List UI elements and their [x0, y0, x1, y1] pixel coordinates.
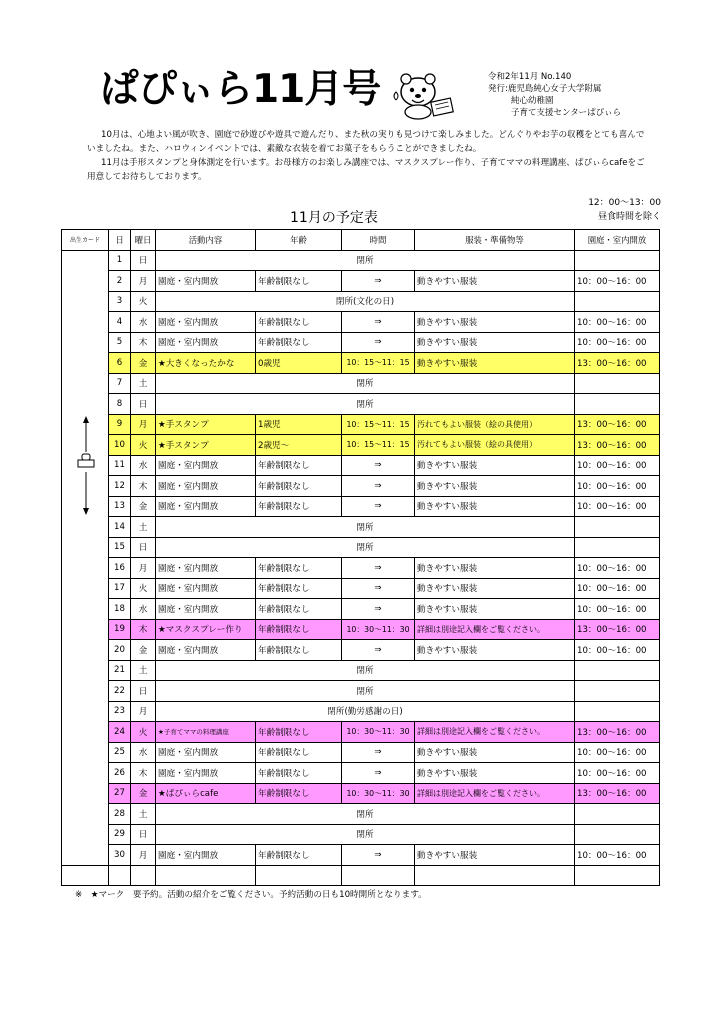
open-hours-cell — [575, 537, 660, 558]
stamp-period-arrow-icon — [72, 416, 100, 516]
age-cell: 年齢制限なし — [256, 640, 342, 661]
birth-card-cell — [62, 845, 109, 866]
weekday-cell: 水 — [131, 312, 156, 333]
closed-cell: 閉所 — [156, 517, 575, 538]
schedule-table — [61, 229, 660, 886]
birth-card-cell — [62, 804, 109, 825]
column-header: 時間 — [342, 230, 415, 251]
closed-cell: 閉所(勤労感謝の日) — [156, 701, 575, 722]
open-hours-cell: 10：00～16：00 — [575, 845, 660, 866]
time-cell: 10：30～11：30 — [342, 619, 415, 640]
table-row — [62, 517, 660, 538]
empty-cell — [131, 865, 156, 886]
open-hours-cell: 10：00～16：00 — [575, 496, 660, 517]
open-hours-cell — [575, 250, 660, 271]
table-row — [62, 742, 660, 763]
time-cell: 10：15～11：15 — [342, 435, 415, 456]
activity-cell: 園庭・室内開放 — [156, 271, 256, 292]
activity-cell: 園庭・室内開放 — [156, 763, 256, 784]
clothing-cell: 詳細は別途記入欄をご覧ください。 — [415, 783, 575, 804]
table-row — [62, 681, 660, 702]
weekday-cell: 月 — [131, 558, 156, 579]
open-hours-cell — [575, 701, 660, 722]
birth-card-cell — [62, 763, 109, 784]
time-cell: ⇒ — [342, 845, 415, 866]
day-cell: 29 — [109, 824, 131, 845]
activity-cell: 園庭・室内開放 — [156, 599, 256, 620]
birth-card-cell — [62, 373, 109, 394]
column-header: 服装・準備物等 — [415, 230, 575, 251]
birth-card-cell — [62, 783, 109, 804]
open-hours-cell — [575, 660, 660, 681]
clothing-cell: 動きやすい服装 — [415, 476, 575, 497]
birth-card-cell — [62, 824, 109, 845]
time-cell: ⇒ — [342, 578, 415, 599]
open-hours-cell — [575, 804, 660, 825]
day-cell: 14 — [109, 517, 131, 538]
empty-row — [62, 865, 660, 886]
age-cell: 1歳児 — [256, 414, 342, 435]
birth-card-cell — [62, 660, 109, 681]
table-row — [62, 373, 660, 394]
day-cell: 11 — [109, 455, 131, 476]
activity-cell: ★マスクスプレー作り — [156, 619, 256, 640]
clothing-cell: 詳細は別途記入欄をご覧ください。 — [415, 619, 575, 640]
day-cell: 1 — [109, 250, 131, 271]
publisher-info — [488, 71, 621, 119]
column-header: 園庭・室内開放 — [575, 230, 660, 251]
weekday-cell: 木 — [131, 476, 156, 497]
time-cell: ⇒ — [342, 742, 415, 763]
day-cell: 8 — [109, 394, 131, 415]
open-hours-cell: 10：00～16：00 — [575, 640, 660, 661]
day-cell: 17 — [109, 578, 131, 599]
empty-cell — [256, 865, 342, 886]
intro-paragraph: 11月は手形スタンプと身体測定を行います。お母様方のお楽しみ講座では、マスクスプレー作り、子育てママの料理講座、ぱぴぃらcafeをご用意してお待ちしております。 — [87, 158, 645, 182]
age-cell: 年齢制限なし — [256, 619, 342, 640]
activity-cell: ★ぱぴぃらcafe — [156, 783, 256, 804]
weekday-cell: 火 — [131, 578, 156, 599]
clothing-cell: 動きやすい服装 — [415, 578, 575, 599]
day-cell: 24 — [109, 722, 131, 743]
weekday-cell: 金 — [131, 353, 156, 374]
birth-card-cell — [62, 558, 109, 579]
age-cell: 年齢制限なし — [256, 496, 342, 517]
time-cell: ⇒ — [342, 455, 415, 476]
day-cell: 27 — [109, 783, 131, 804]
day-cell: 25 — [109, 742, 131, 763]
publisher-line: 子育て支援センターぱぴぃら — [511, 108, 622, 118]
day-cell: 3 — [109, 291, 131, 312]
birth-card-cell — [62, 742, 109, 763]
clothing-cell: 詳細は別途記入欄をご覧ください。 — [415, 722, 575, 743]
table-row — [62, 250, 660, 271]
day-cell: 16 — [109, 558, 131, 579]
clothing-cell: 汚れてもよい服装（絵の具使用） — [415, 414, 575, 435]
time-cell: ⇒ — [342, 558, 415, 579]
age-cell: 年齢制限なし — [256, 312, 342, 333]
clothing-cell: 動きやすい服装 — [415, 742, 575, 763]
empty-cell — [156, 865, 256, 886]
closed-cell: 閉所 — [156, 660, 575, 681]
birth-card-cell — [62, 701, 109, 722]
weekday-cell: 月 — [131, 414, 156, 435]
age-cell: 2歳児～ — [256, 435, 342, 456]
table-row — [62, 763, 660, 784]
intro-text — [87, 128, 647, 184]
open-hours-cell: 10：00～16：00 — [575, 332, 660, 353]
lunch-note — [577, 196, 661, 224]
weekday-cell: 金 — [131, 496, 156, 517]
table-row — [62, 332, 660, 353]
clothing-cell: 動きやすい服装 — [415, 845, 575, 866]
open-hours-cell: 13：00～16：00 — [575, 783, 660, 804]
day-cell: 9 — [109, 414, 131, 435]
clothing-cell: 動きやすい服装 — [415, 496, 575, 517]
age-cell: 年齢制限なし — [256, 742, 342, 763]
table-row — [62, 722, 660, 743]
open-hours-cell: 10：00～16：00 — [575, 312, 660, 333]
day-cell: 20 — [109, 640, 131, 661]
table-row — [62, 660, 660, 681]
time-cell: 10：15～11：15 — [342, 353, 415, 374]
table-header-row — [62, 230, 660, 251]
open-hours-cell: 13：00～16：00 — [575, 619, 660, 640]
table-row — [62, 537, 660, 558]
birth-card-cell — [62, 681, 109, 702]
weekday-cell: 日 — [131, 681, 156, 702]
table-row — [62, 845, 660, 866]
day-cell: 19 — [109, 619, 131, 640]
empty-cell — [415, 865, 575, 886]
weekday-cell: 金 — [131, 783, 156, 804]
day-cell: 12 — [109, 476, 131, 497]
day-cell: 4 — [109, 312, 131, 333]
activity-cell: 園庭・室内開放 — [156, 332, 256, 353]
activity-cell: 園庭・室内開放 — [156, 640, 256, 661]
age-cell: 年齢制限なし — [256, 783, 342, 804]
open-hours-cell: 10：00～16：00 — [575, 763, 660, 784]
closed-cell: 閉所 — [156, 373, 575, 394]
weekday-cell: 水 — [131, 599, 156, 620]
open-hours-cell: 10：00～16：00 — [575, 455, 660, 476]
birth-card-cell — [62, 353, 109, 374]
day-cell: 30 — [109, 845, 131, 866]
closed-cell: 閉所 — [156, 804, 575, 825]
weekday-cell: 水 — [131, 742, 156, 763]
age-cell: 年齢制限なし — [256, 558, 342, 579]
closed-cell: 閉所 — [156, 681, 575, 702]
column-header: 活動内容 — [156, 230, 256, 251]
empty-cell — [342, 865, 415, 886]
age-cell: 年齢制限なし — [256, 599, 342, 620]
table-row — [62, 640, 660, 661]
open-hours-cell: 13：00～16：00 — [575, 353, 660, 374]
weekday-cell: 日 — [131, 394, 156, 415]
empty-cell — [62, 865, 109, 886]
birth-card-cell — [62, 517, 109, 538]
day-cell: 10 — [109, 435, 131, 456]
column-header: 出生カード — [62, 230, 109, 251]
open-hours-cell: 13：00～16：00 — [575, 722, 660, 743]
day-cell: 13 — [109, 496, 131, 517]
day-cell: 21 — [109, 660, 131, 681]
column-header: 曜日 — [131, 230, 156, 251]
weekday-cell: 日 — [131, 250, 156, 271]
open-hours-cell: 10：00～16：00 — [575, 599, 660, 620]
activity-cell: ★大きくなったかな — [156, 353, 256, 374]
footnote: ※ ★マーク 要予約。活動の紹介をご覧ください。予約活動の日も10時開所となります。 — [75, 890, 427, 900]
time-cell: 10：15～11：15 — [342, 414, 415, 435]
birth-card-cell — [62, 722, 109, 743]
publisher-line: 発行:鹿児島純心女子大学附属 — [488, 84, 602, 94]
birth-card-cell — [62, 312, 109, 333]
age-cell: 年齢制限なし — [256, 476, 342, 497]
time-cell: ⇒ — [342, 640, 415, 661]
weekday-cell: 金 — [131, 640, 156, 661]
activity-cell: 園庭・室内開放 — [156, 312, 256, 333]
birth-card-cell — [62, 394, 109, 415]
time-cell: ⇒ — [342, 496, 415, 517]
issue-date: 令和2年11月 No.140 — [488, 72, 572, 82]
column-header: 年齢 — [256, 230, 342, 251]
closed-cell: 閉所 — [156, 824, 575, 845]
day-cell: 28 — [109, 804, 131, 825]
intro-paragraph: 10月は、心地よい風が吹き、園庭で砂遊びや遊具で遊んだり、また秋の実りも見つけて楽しみました。どんぐりやお芋の収穫をとても喜んでいましたね。また、ハロウィンイベントでは、素敵な衣装を着てお菓子をもらうことができましたね。 — [87, 130, 645, 154]
weekday-cell: 火 — [131, 722, 156, 743]
age-cell: 年齢制限なし — [256, 722, 342, 743]
time-cell: ⇒ — [342, 599, 415, 620]
weekday-cell: 土 — [131, 804, 156, 825]
weekday-cell: 日 — [131, 824, 156, 845]
lunch-time: 12：00～13：00 — [588, 198, 661, 208]
clothing-cell: 動きやすい服装 — [415, 455, 575, 476]
weekday-cell: 火 — [131, 291, 156, 312]
weekday-cell: 月 — [131, 701, 156, 722]
clothing-cell: 動きやすい服装 — [415, 599, 575, 620]
clothing-cell: 動きやすい服装 — [415, 763, 575, 784]
table-row — [62, 824, 660, 845]
age-cell: 年齢制限なし — [256, 455, 342, 476]
table-row — [62, 271, 660, 292]
age-cell: 年齢制限なし — [256, 578, 342, 599]
table-row — [62, 804, 660, 825]
activity-cell: ★手スタンプ — [156, 435, 256, 456]
clothing-cell: 動きやすい服装 — [415, 312, 575, 333]
birth-card-cell — [62, 250, 109, 271]
weekday-cell: 木 — [131, 332, 156, 353]
table-row — [62, 455, 660, 476]
time-cell: ⇒ — [342, 763, 415, 784]
activity-cell: ★子育てママの料理講座 — [156, 722, 256, 743]
birth-card-cell — [62, 599, 109, 620]
weekday-cell: 火 — [131, 435, 156, 456]
table-row — [62, 312, 660, 333]
mascot-illustration-icon — [388, 70, 458, 120]
activity-cell: 園庭・室内開放 — [156, 578, 256, 599]
open-hours-cell: 10：00～16：00 — [575, 578, 660, 599]
table-row — [62, 599, 660, 620]
lunch-label: 昼食時間を除く — [597, 212, 661, 222]
time-cell: ⇒ — [342, 312, 415, 333]
table-row — [62, 414, 660, 435]
open-hours-cell — [575, 681, 660, 702]
empty-cell — [109, 865, 131, 886]
closed-cell: 閉所 — [156, 537, 575, 558]
clothing-cell: 動きやすい服装 — [415, 640, 575, 661]
weekday-cell: 土 — [131, 660, 156, 681]
table-row — [62, 476, 660, 497]
weekday-cell: 木 — [131, 763, 156, 784]
time-cell: ⇒ — [342, 332, 415, 353]
age-cell: 年齢制限なし — [256, 845, 342, 866]
activity-cell: 園庭・室内開放 — [156, 496, 256, 517]
open-hours-cell: 10：00～16：00 — [575, 742, 660, 763]
birth-card-cell — [62, 619, 109, 640]
clothing-cell: 動きやすい服装 — [415, 271, 575, 292]
column-header: 日 — [109, 230, 131, 251]
weekday-cell: 水 — [131, 455, 156, 476]
open-hours-cell — [575, 824, 660, 845]
day-cell: 26 — [109, 763, 131, 784]
time-cell: ⇒ — [342, 476, 415, 497]
activity-cell: 園庭・室内開放 — [156, 476, 256, 497]
closed-cell: 閉所 — [156, 250, 575, 271]
weekday-cell: 木 — [131, 619, 156, 640]
clothing-cell: 動きやすい服装 — [415, 353, 575, 374]
newsletter-title: ぱぴぃら11月号 — [100, 67, 381, 112]
day-cell: 7 — [109, 373, 131, 394]
birth-card-cell — [62, 291, 109, 312]
day-cell: 5 — [109, 332, 131, 353]
table-row — [62, 496, 660, 517]
day-cell: 23 — [109, 701, 131, 722]
age-cell: 年齢制限なし — [256, 271, 342, 292]
activity-cell: 園庭・室内開放 — [156, 558, 256, 579]
table-row — [62, 578, 660, 599]
birth-card-cell — [62, 332, 109, 353]
table-row — [62, 435, 660, 456]
clothing-cell: 汚れてもよい服装（絵の具使用） — [415, 435, 575, 456]
age-cell: 年齢制限なし — [256, 763, 342, 784]
open-hours-cell — [575, 291, 660, 312]
open-hours-cell: 10：00～16：00 — [575, 558, 660, 579]
age-cell: 年齢制限なし — [256, 332, 342, 353]
table-row — [62, 353, 660, 374]
publisher-line: 純心幼稚園 — [511, 96, 554, 106]
table-row — [62, 394, 660, 415]
open-hours-cell — [575, 373, 660, 394]
table-row — [62, 783, 660, 804]
time-cell: 10：30～11：30 — [342, 722, 415, 743]
open-hours-cell: 10：00～16：00 — [575, 476, 660, 497]
open-hours-cell: 13：00～16：00 — [575, 414, 660, 435]
day-cell: 2 — [109, 271, 131, 292]
open-hours-cell: 13：00～16：00 — [575, 435, 660, 456]
day-cell: 6 — [109, 353, 131, 374]
age-cell: 0歳児 — [256, 353, 342, 374]
weekday-cell: 土 — [131, 373, 156, 394]
table-row — [62, 619, 660, 640]
day-cell: 18 — [109, 599, 131, 620]
empty-cell — [575, 865, 660, 886]
weekday-cell: 日 — [131, 537, 156, 558]
schedule-title: 11月の予定表 — [290, 210, 378, 226]
birth-card-cell — [62, 537, 109, 558]
table-row — [62, 701, 660, 722]
clothing-cell: 動きやすい服装 — [415, 558, 575, 579]
activity-cell: 園庭・室内開放 — [156, 742, 256, 763]
birth-card-cell — [62, 271, 109, 292]
table-row — [62, 558, 660, 579]
clothing-cell: 動きやすい服装 — [415, 332, 575, 353]
open-hours-cell — [575, 394, 660, 415]
weekday-cell: 月 — [131, 271, 156, 292]
closed-cell: 閉所 — [156, 394, 575, 415]
day-cell: 15 — [109, 537, 131, 558]
birth-card-cell — [62, 640, 109, 661]
table-row — [62, 291, 660, 312]
open-hours-cell: 10：00～16：00 — [575, 271, 660, 292]
weekday-cell: 土 — [131, 517, 156, 538]
day-cell: 22 — [109, 681, 131, 702]
closed-cell: 閉所(文化の日) — [156, 291, 575, 312]
time-cell: 10：30～11：30 — [342, 783, 415, 804]
weekday-cell: 月 — [131, 845, 156, 866]
activity-cell: ★手スタンプ — [156, 414, 256, 435]
birth-card-cell — [62, 578, 109, 599]
activity-cell: 園庭・室内開放 — [156, 845, 256, 866]
activity-cell: 園庭・室内開放 — [156, 455, 256, 476]
time-cell: ⇒ — [342, 271, 415, 292]
open-hours-cell — [575, 517, 660, 538]
